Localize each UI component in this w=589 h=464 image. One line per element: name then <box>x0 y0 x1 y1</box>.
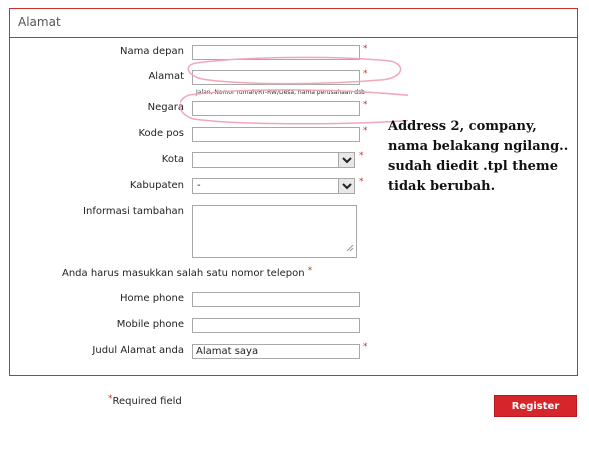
annotation-note <box>388 117 588 197</box>
district-select[interactable] <box>192 178 355 194</box>
address-label: Alamat <box>148 71 184 82</box>
first-name-label: Nama depan <box>120 46 184 57</box>
alias-input[interactable] <box>192 344 360 359</box>
required-marker: * <box>363 44 368 54</box>
chevron-down-icon[interactable] <box>338 179 354 193</box>
annotation-line: tidak berubah. <box>388 179 496 194</box>
additional-info-label: Informasi tambahan <box>83 206 184 217</box>
annotation-line: sudah diedit .tpl theme <box>388 159 558 174</box>
required-marker: * <box>359 151 364 161</box>
required-marker: * <box>307 266 313 276</box>
additional-info-textarea[interactable] <box>192 205 357 258</box>
required-marker: * <box>363 69 368 79</box>
city-select[interactable] <box>192 152 355 168</box>
annotation-line: Address 2, company, <box>388 119 537 134</box>
home-phone-input[interactable] <box>192 292 360 307</box>
alias-label: Judul Alamat anda <box>92 345 184 356</box>
phone-note-text: Anda harus masukkan salah satu nomor telepon <box>62 268 305 279</box>
postcode-label: Kode pos <box>138 128 184 139</box>
phone-requirement-note <box>62 268 312 279</box>
city-label: Kota <box>161 154 184 165</box>
district-label: Kabupaten <box>129 180 184 191</box>
required-marker: * <box>363 126 368 136</box>
home-phone-label: Home phone <box>119 293 184 304</box>
required-field-text: Required field <box>112 396 182 407</box>
district-selected-value: - <box>197 180 201 191</box>
annotation-line: nama belakang ngilang.. <box>388 139 569 154</box>
required-marker: * <box>363 100 368 110</box>
required-marker: * <box>108 394 113 404</box>
address-hint: Jalan, Nomor rumah/RT-RW/Desa, nama perusahaan dsb <box>196 89 365 96</box>
country-label: Negara <box>147 102 184 113</box>
register-button[interactable]: Register <box>494 395 577 417</box>
mobile-phone-label: Mobile phone <box>116 319 184 330</box>
annotation-circles <box>180 55 408 130</box>
required-marker: * <box>359 177 364 187</box>
fieldset-legend: Alamat <box>10 9 577 38</box>
mobile-phone-input[interactable] <box>192 318 360 333</box>
required-field-note <box>108 396 182 407</box>
required-marker: * <box>363 342 368 352</box>
resize-grip-icon[interactable] <box>346 244 354 255</box>
chevron-down-icon[interactable] <box>338 153 354 167</box>
